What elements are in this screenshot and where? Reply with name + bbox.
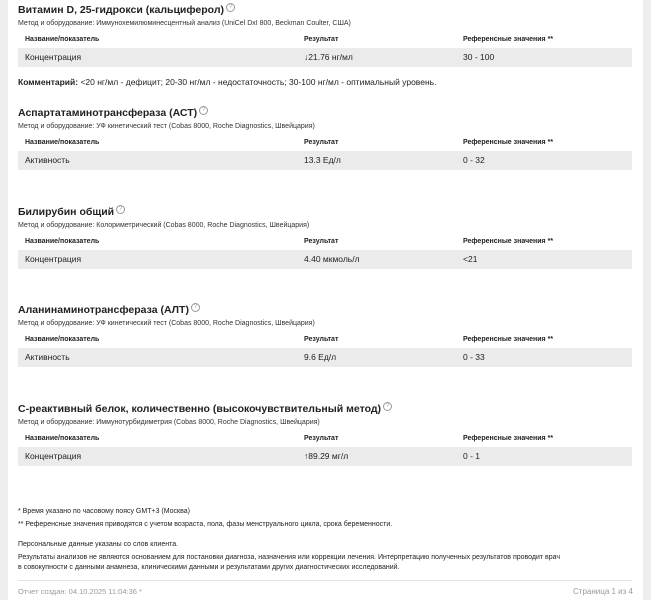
table-row [18,447,632,466]
test-title: Аланинаминотрансфераза (АЛТ) [18,304,189,316]
test-section [18,106,632,170]
header-name: Название/показатель [25,336,100,343]
header-ref: Референсные значения ** [463,139,554,146]
comment [18,77,632,87]
result-value: 4.40 мкмоль/л [304,254,360,264]
test-section [18,303,632,367]
reference-value: 0 - 1 [463,451,481,461]
comment-text: <20 нг/мл - дефицит; 20-30 нг/мл - недостаточность; 30-100 нг/мл - оптимальный уровень. [78,77,437,87]
indicator-name: Концентрация [25,254,82,264]
test-title: Витамин D, 25-гидрокси (кальциферол) [18,4,224,16]
test-method: Метод и оборудование: УФ кинетический тест (Cobas 8000, Roche Diagnostics, Швейцария) [18,123,315,130]
indicator-name: Активность [25,352,70,362]
header-ref: Референсные значения ** [463,36,554,43]
result-value: 89.29 мг/л [308,451,349,461]
test-section [18,205,632,269]
page-edge-left [0,0,8,600]
result-value: 13.3 Ед/л [304,155,341,165]
reference-value: 0 - 33 [463,352,485,362]
test-section [18,402,632,466]
disclaimer-line-1: Результаты анализов не являются основанием для постановки диагноза, назначения или коррекции лечения. Интерпретацию полученных результатов проводит врач [18,554,561,561]
flag-arrow-icon: ↓ [304,52,309,62]
header-name: Название/показатель [25,435,100,442]
table-header [18,238,632,248]
test-method: Метод и оборудование: Иммунотурбидиметрия (Cobas 8000, Roche Diagnostics, Швейцария) [18,419,320,426]
header-result: Результат [304,336,339,343]
indicator-name: Концентрация [25,451,82,461]
table-header [18,139,632,149]
help-icon[interactable]: ? [191,303,200,312]
header-result: Результат [304,435,339,442]
test-section [18,3,632,87]
header-result: Результат [304,139,339,146]
table-row [18,151,632,170]
personal-data-note: Персональные данные указаны со слов клиента. [18,541,179,548]
footnote-time: * Время указано по часовому поясу GMT+3 (Москва) [18,508,190,515]
help-icon[interactable]: ? [199,106,208,115]
table-header [18,36,632,46]
header-ref: Референсные значения ** [463,238,554,245]
indicator-name: Концентрация [25,52,82,62]
table-header [18,435,632,445]
footer-divider [18,580,632,581]
test-title: С-реактивный белок, количественно (высокочувствительный метод) [18,403,382,415]
header-name: Название/показатель [25,36,100,43]
help-icon[interactable]: ? [226,3,235,12]
comment-label: Комментарий: [18,77,79,87]
test-method: Метод и оборудование: УФ кинетический тест (Cobas 8000, Roche Diagnostics, Швейцария) [18,320,315,327]
reference-value: 0 - 32 [463,155,485,165]
header-name: Название/показатель [25,139,100,146]
test-method: Метод и оборудование: Иммунохемилюминесцентный анализ (UniCel DxI 800, Beckman Coulter, США) [18,20,351,27]
table-row [18,250,632,269]
test-title: Аспартатаминотрансфераза (АСТ) [18,107,198,119]
footnote-ref: ** Референсные значения приводятся с учетом возраста, пола, фазы менструального цикла, срока беременности. [18,521,393,528]
header-result: Результат [304,238,339,245]
table-row [18,48,632,67]
report-created: Отчет создан: 04.10.2025 11:04:36 * [18,587,142,596]
header-result: Результат [304,36,339,43]
reference-value: 30 - 100 [463,52,495,62]
header-ref: Референсные значения ** [463,336,554,343]
test-method: Метод и оборудование: Колориметрический (Cobas 8000, Roche Diagnostics, Швейцария) [18,222,310,229]
header-ref: Референсные значения ** [463,435,554,442]
page-edge-right [643,0,651,600]
result-value: 9.6 Ед/л [304,352,337,362]
flag-arrow-icon: ↑ [304,451,309,461]
test-title: Билирубин общий [18,206,115,218]
page-number: Страница 1 из 4 [573,587,633,596]
help-icon[interactable]: ? [383,402,392,411]
table-row [18,348,632,367]
header-name: Название/показатель [25,238,100,245]
table-header [18,336,632,346]
disclaimer-line-2: в совокупности с данными анамнеза, клиническими данными и результатами других диагностических исследований. [18,564,400,571]
help-icon[interactable]: ? [116,205,125,214]
result-value: 21.76 нг/мл [308,52,353,62]
reference-value: <21 [463,254,478,264]
indicator-name: Активность [25,155,70,165]
